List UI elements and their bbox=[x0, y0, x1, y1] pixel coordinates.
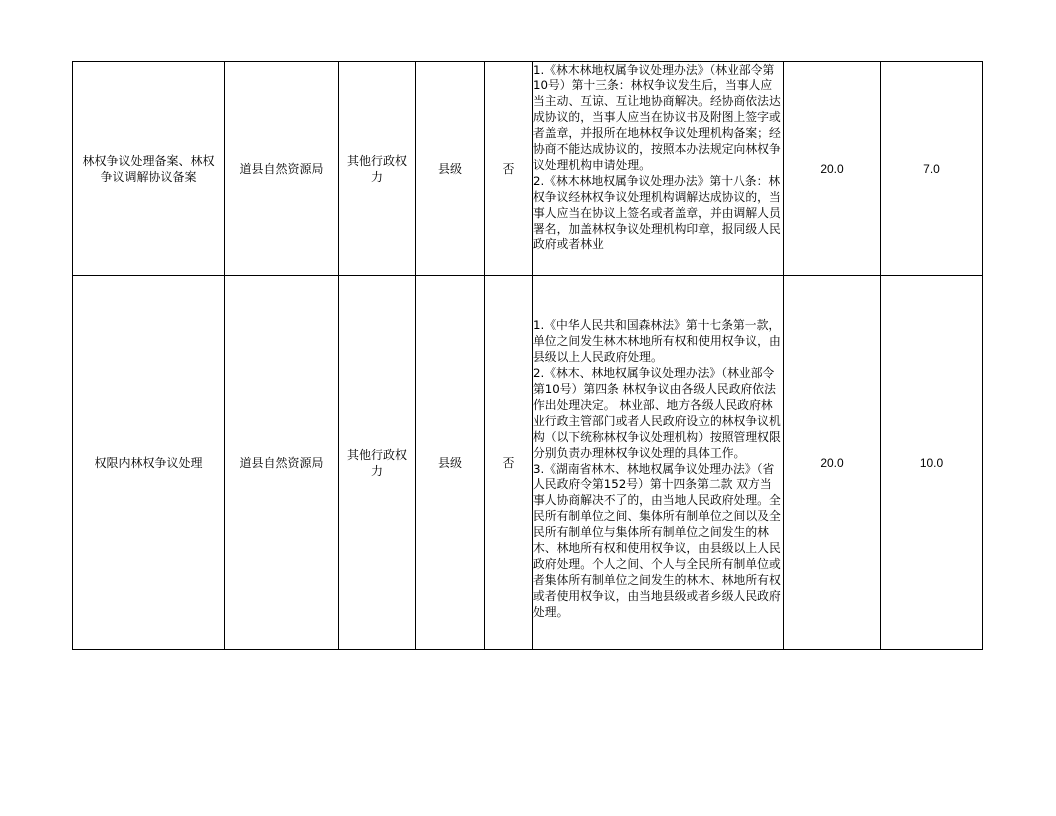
power-type-cell bbox=[339, 276, 416, 650]
legal-basis-cell bbox=[533, 62, 784, 276]
item-name: 林权争议处理备案、林权争议调解协议备案 bbox=[82, 153, 215, 184]
flag-cell bbox=[485, 276, 533, 650]
table-row bbox=[73, 62, 983, 276]
department: 道县自然资源局 bbox=[239, 455, 324, 470]
department-cell bbox=[225, 62, 339, 276]
power-type-cell bbox=[339, 62, 416, 276]
flag-cell bbox=[485, 62, 533, 276]
level-cell bbox=[416, 276, 485, 650]
legal-basis-cell bbox=[533, 276, 784, 650]
value-b-cell bbox=[881, 276, 983, 650]
value-a: 20.0 bbox=[820, 161, 844, 176]
value-a: 20.0 bbox=[820, 455, 844, 470]
item-name-cell bbox=[73, 62, 225, 276]
power-list-table bbox=[72, 61, 983, 650]
value-a-cell bbox=[784, 62, 881, 276]
value-b: 7.0 bbox=[923, 161, 940, 176]
item-name-cell bbox=[73, 276, 225, 650]
flag: 否 bbox=[502, 455, 515, 470]
flag: 否 bbox=[502, 161, 515, 176]
value-a-cell bbox=[784, 276, 881, 650]
legal-basis: 1.《林木林地权属争议处理办法》（林业部令第10号）第十三条：林权争议发生后，当事人应当主动、互谅、互让地协商解决。经协商依法达成协议的，当事人应当在协议书及附图上签字或者盖章，并报所在地林权争议处理机构备案；经协商不能达成协议的，按照本办法规定向林权争议处理机构申请处理。 2.《林木林地权属争议处理办法》第十八条：林权争议经林权争议处理机构调解达成协议的，当事人应当在协议上签名或者盖章，并由调解人员署名，加盖林权争议处理机构印章，报同级人民政府或者林业 bbox=[533, 62, 781, 252]
department-cell bbox=[225, 276, 339, 650]
value-b: 10.0 bbox=[919, 455, 944, 470]
item-name: 权限内林权争议处理 bbox=[94, 455, 203, 470]
power-type: 其他行政权力 bbox=[346, 153, 407, 184]
legal-basis: 1.《中华人民共和国森林法》第十七条第一款，单位之间发生林木林地所有权和使用权争议，由县级以上人民政府处理。 2.《林木、林地权属争议处理办法》（林业部令第10号）第四条 林权争议由各级人民政府依法作出处理决定。 林业部、地方各级人民政府林业行政主管部门或者人民政府设立的林权争议机构（以下统称林权争议处理机构）按照管理权限分别负责办理林权争议处理的具体工作。 3.《湖南省林木、林地权属争议处理办法》（省人民政府令第152号）第十四条第二款 双方当事人协商解决不了的，由当地人民政府处理。全民所有制单位之间、集体所有制单位之间以及全民所有制单位与集体所有制单位之间发生的林木、林地所有权和使用权争议，由县级以上人民政府处理。个人之间、个人与全民所有制单位或者集体所有制单位之间发生的林木、林地所有权或者使用权争议，由当地县级或者乡级人民政府处理。 bbox=[533, 318, 781, 619]
power-type: 其他行政权力 bbox=[346, 447, 407, 478]
table-row bbox=[73, 276, 983, 650]
department: 道县自然资源局 bbox=[239, 161, 324, 176]
value-b-cell bbox=[881, 62, 983, 276]
level: 县级 bbox=[437, 455, 462, 470]
level: 县级 bbox=[437, 161, 462, 176]
level-cell bbox=[416, 62, 485, 276]
